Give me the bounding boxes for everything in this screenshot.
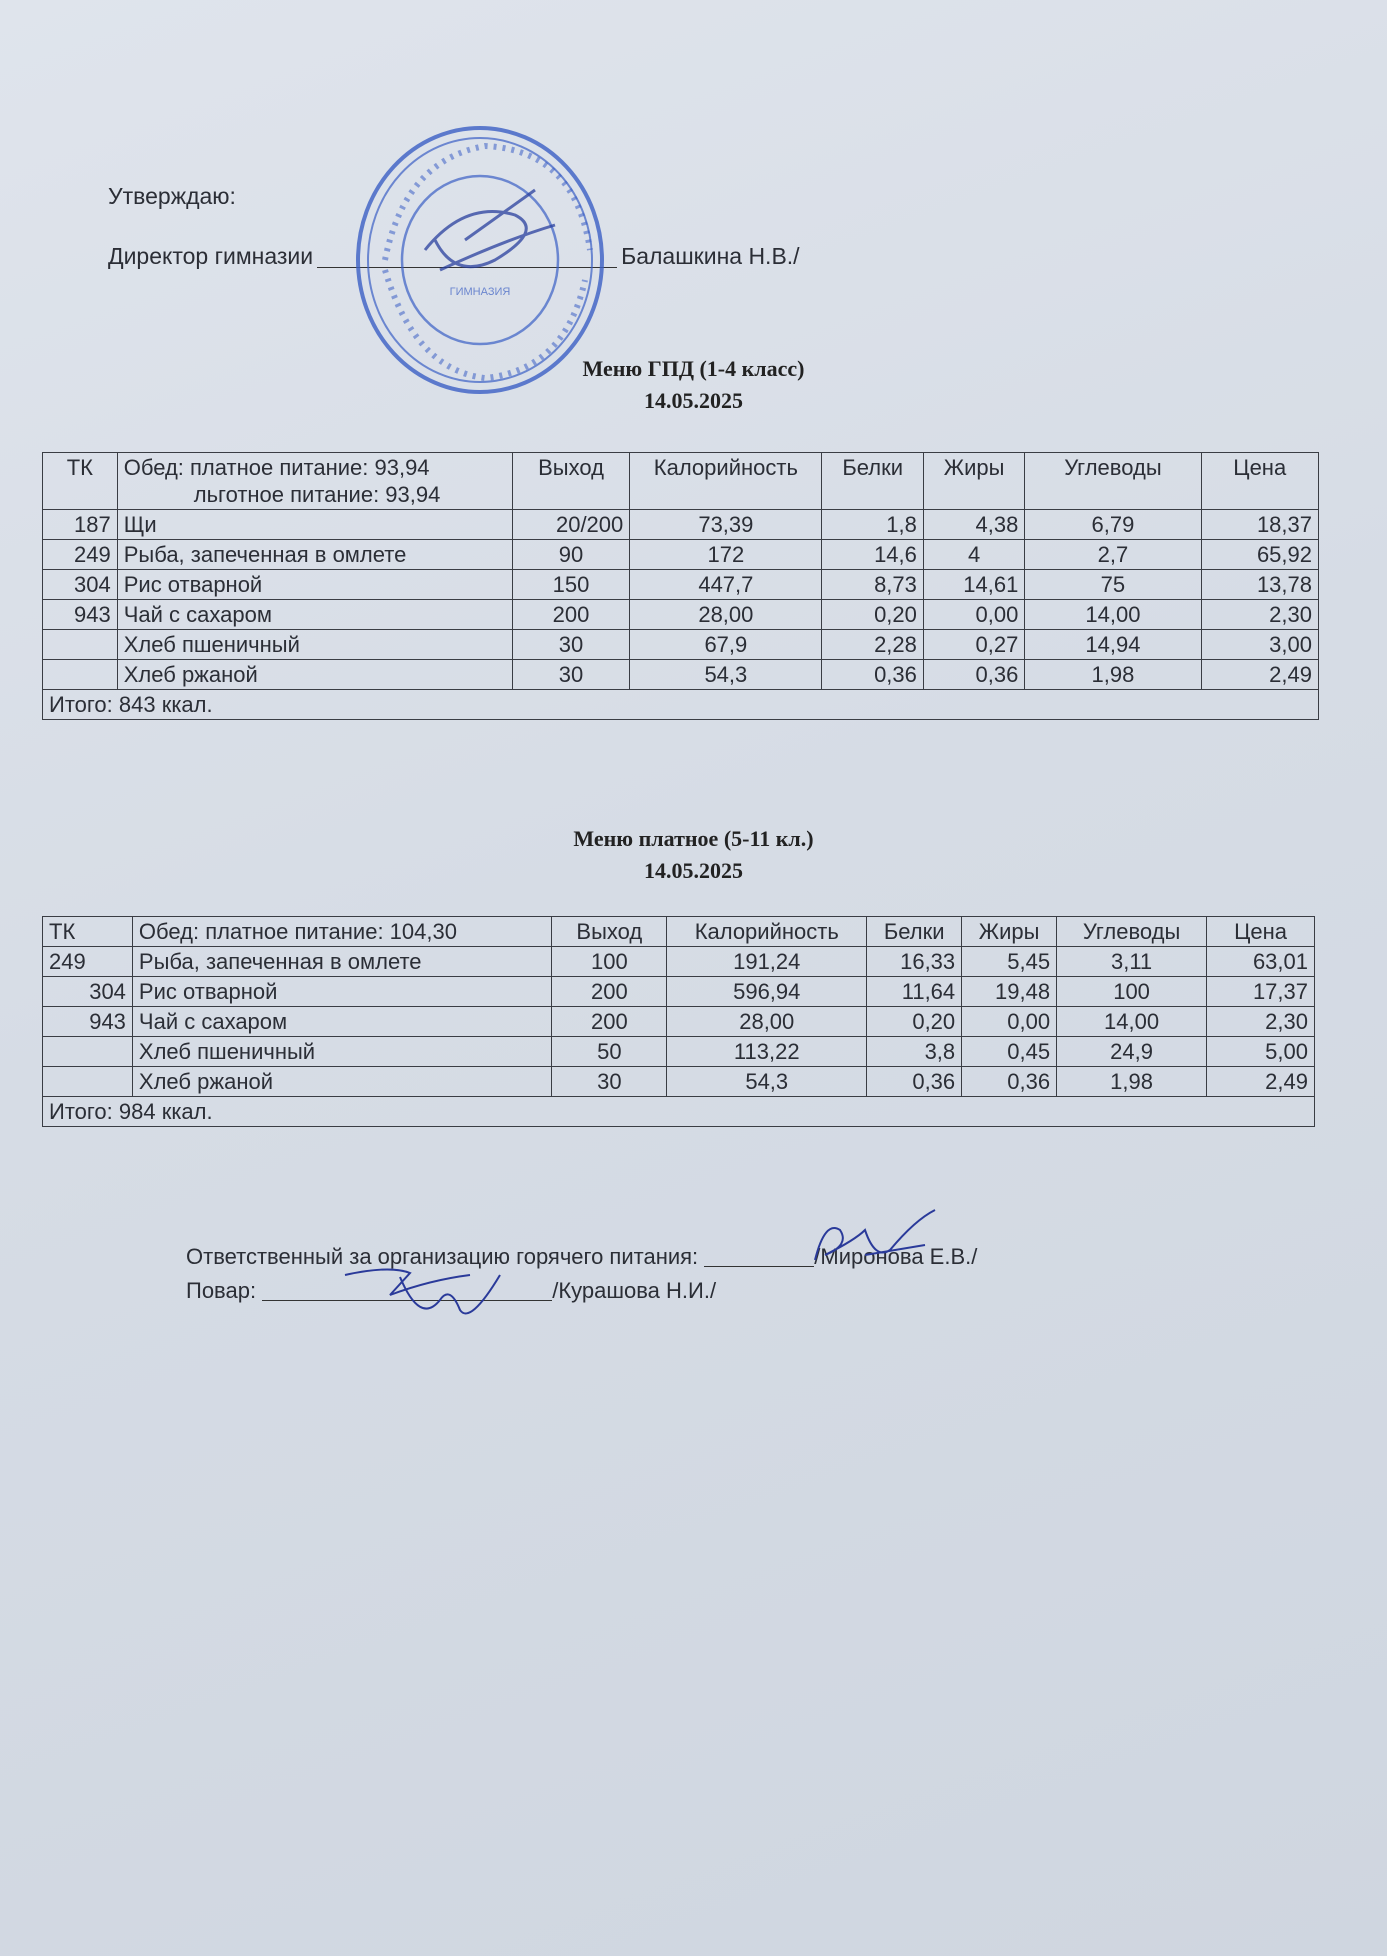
row-carbs: 1,98 — [1025, 660, 1201, 690]
row-tk — [43, 630, 118, 660]
row-price: 2,30 — [1207, 1007, 1315, 1037]
row-kcal: 54,3 — [630, 660, 822, 690]
row-output: 20/200 — [512, 510, 629, 540]
table-row — [43, 1037, 1315, 1067]
row-carbs: 1,98 — [1057, 1067, 1207, 1097]
director-name: Балашкина Н.В./ — [621, 243, 800, 269]
row-output: 100 — [552, 947, 667, 977]
header-tk: ТК — [43, 453, 118, 510]
row-price: 2,30 — [1201, 600, 1319, 630]
row-kcal: 54,3 — [667, 1067, 867, 1097]
total-cell: Итого: 984 ккал. — [43, 1097, 1315, 1127]
row-price: 2,49 — [1207, 1067, 1315, 1097]
row-carbs: 2,7 — [1025, 540, 1201, 570]
responsible-label: Ответственный за организацию горячего питания: — [186, 1244, 699, 1269]
row-carbs: 24,9 — [1057, 1037, 1207, 1067]
header-fat: Жиры — [962, 917, 1057, 947]
header-name-line2: льготное питание: 93,94 — [193, 482, 441, 507]
row-name: Хлеб пшеничный — [132, 1037, 551, 1067]
row-output: 30 — [552, 1067, 667, 1097]
row-protein: 8,73 — [822, 570, 923, 600]
table-row — [43, 510, 1319, 540]
row-fat: 0,00 — [923, 600, 1024, 630]
row-protein: 1,8 — [822, 510, 923, 540]
total-row — [43, 1097, 1315, 1127]
row-name: Рис отварной — [132, 977, 551, 1007]
menu1-date: 14.05.2025 — [644, 388, 743, 413]
table-row — [43, 1067, 1315, 1097]
cook-signature — [330, 1255, 530, 1335]
row-tk — [43, 660, 118, 690]
row-fat: 0,45 — [962, 1037, 1057, 1067]
row-kcal: 73,39 — [630, 510, 822, 540]
row-price: 3,00 — [1201, 630, 1319, 660]
header-kcal: Калорийность — [667, 917, 867, 947]
menu2-date: 14.05.2025 — [644, 858, 743, 883]
table-row — [43, 660, 1319, 690]
table-header-row — [43, 453, 1319, 510]
row-name: Хлеб пшеничный — [117, 630, 512, 660]
header-carbs: Углеводы — [1025, 453, 1201, 510]
table-header-row — [43, 917, 1315, 947]
header-name-line1: Обед: платное питание: 93,94 — [123, 455, 430, 480]
row-fat: 14,61 — [923, 570, 1024, 600]
row-output: 50 — [552, 1037, 667, 1067]
row-price: 2,49 — [1201, 660, 1319, 690]
svg-text:ГИМНАЗИЯ: ГИМНАЗИЯ — [449, 286, 511, 298]
row-kcal: 596,94 — [667, 977, 867, 1007]
row-tk: 187 — [43, 510, 118, 540]
row-kcal: 28,00 — [667, 1007, 867, 1037]
row-kcal: 447,7 — [630, 570, 822, 600]
menu1-title: Меню ГПД (1-4 класс) — [582, 356, 805, 381]
row-name: Рыба, запеченная в омлете — [117, 540, 512, 570]
table-row — [43, 1007, 1315, 1037]
table-row — [43, 977, 1315, 1007]
row-tk: 304 — [43, 570, 118, 600]
row-kcal: 28,00 — [630, 600, 822, 630]
row-protein: 3,8 — [867, 1037, 962, 1067]
header-name: Обед: платное питание: 104,30 — [132, 917, 551, 947]
responsible-name: /Миронова Е.В./ — [814, 1244, 978, 1269]
row-tk: 304 — [43, 977, 133, 1007]
row-protein: 2,28 — [822, 630, 923, 660]
approve-label: Утверждаю: — [108, 183, 236, 209]
row-name: Хлеб ржаной — [132, 1067, 551, 1097]
header-kcal: Калорийность — [630, 453, 822, 510]
row-name: Хлеб ржаной — [117, 660, 512, 690]
row-protein: 0,36 — [822, 660, 923, 690]
row-fat: 0,27 — [923, 630, 1024, 660]
row-price: 18,37 — [1201, 510, 1319, 540]
total-row — [43, 690, 1319, 720]
header-tk: ТК — [43, 917, 133, 947]
row-price: 63,01 — [1207, 947, 1315, 977]
header-protein: Белки — [867, 917, 962, 947]
table-row — [43, 630, 1319, 660]
header-price: Цена — [1207, 917, 1315, 947]
row-carbs: 100 — [1057, 977, 1207, 1007]
table-row — [43, 947, 1315, 977]
row-fat: 0,00 — [962, 1007, 1057, 1037]
header-name — [117, 453, 512, 510]
row-tk — [43, 1037, 133, 1067]
header-price: Цена — [1201, 453, 1319, 510]
row-price: 5,00 — [1207, 1037, 1315, 1067]
row-price: 17,37 — [1207, 977, 1315, 1007]
row-fat: 5,45 — [962, 947, 1057, 977]
row-tk: 943 — [43, 1007, 133, 1037]
row-fat: 4 — [923, 540, 1024, 570]
row-protein: 0,20 — [867, 1007, 962, 1037]
row-carbs: 14,00 — [1057, 1007, 1207, 1037]
row-price: 13,78 — [1201, 570, 1319, 600]
header-fat: Жиры — [923, 453, 1024, 510]
row-fat: 0,36 — [962, 1067, 1057, 1097]
row-output: 200 — [552, 1007, 667, 1037]
row-name: Щи — [117, 510, 512, 540]
row-output: 90 — [512, 540, 629, 570]
row-name: Чай с сахаром — [132, 1007, 551, 1037]
cook-label: Повар: — [186, 1278, 257, 1303]
row-fat: 4,38 — [923, 510, 1024, 540]
row-tk: 249 — [43, 540, 118, 570]
row-carbs: 6,79 — [1025, 510, 1201, 540]
header-output: Выход — [552, 917, 667, 947]
row-carbs: 14,94 — [1025, 630, 1201, 660]
responsible-signature — [795, 1200, 978, 1280]
row-kcal: 67,9 — [630, 630, 822, 660]
total-cell: Итого: 843 ккал. — [43, 690, 1319, 720]
row-tk — [43, 1067, 133, 1097]
row-output: 200 — [512, 600, 629, 630]
table-row — [43, 540, 1319, 570]
row-protein: 0,20 — [822, 600, 923, 630]
row-output: 150 — [512, 570, 629, 600]
row-fat: 0,36 — [923, 660, 1024, 690]
table-row — [43, 570, 1319, 600]
row-protein: 16,33 — [867, 947, 962, 977]
row-fat: 19,48 — [962, 977, 1057, 1007]
row-price: 65,92 — [1201, 540, 1319, 570]
menu2-table — [42, 916, 1315, 1127]
row-protein: 11,64 — [867, 977, 962, 1007]
row-tk: 249 — [43, 947, 133, 977]
header-carbs: Углеводы — [1057, 917, 1207, 947]
row-name: Рыба, запеченная в омлете — [132, 947, 551, 977]
row-kcal: 172 — [630, 540, 822, 570]
row-output: 30 — [512, 660, 629, 690]
cook-name: /Курашова Н.И./ — [552, 1278, 717, 1303]
row-output: 30 — [512, 630, 629, 660]
header-protein: Белки — [822, 453, 923, 510]
menu1-table — [42, 452, 1319, 720]
row-carbs: 3,11 — [1057, 947, 1207, 977]
row-protein: 0,36 — [867, 1067, 962, 1097]
row-name: Рис отварной — [117, 570, 512, 600]
row-output: 200 — [552, 977, 667, 1007]
menu2-title: Меню платное (5-11 кл.) — [573, 826, 814, 851]
table-row — [43, 600, 1319, 630]
row-carbs: 75 — [1025, 570, 1201, 600]
row-kcal: 113,22 — [667, 1037, 867, 1067]
row-carbs: 14,00 — [1025, 600, 1201, 630]
row-tk: 943 — [43, 600, 118, 630]
row-protein: 14,6 — [822, 540, 923, 570]
director-label: Директор гимназии — [108, 243, 314, 269]
row-name: Чай с сахаром — [117, 600, 512, 630]
header-output: Выход — [512, 453, 629, 510]
row-kcal: 191,24 — [667, 947, 867, 977]
